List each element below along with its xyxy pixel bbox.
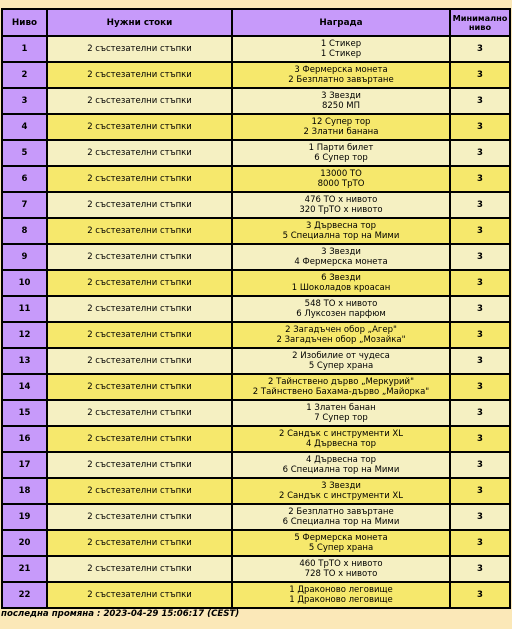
reward-line: 2 Сандък с инструменти XL (279, 491, 403, 501)
level-cell: 18 (2, 478, 47, 504)
required-goods-cell: 2 състезателни стъпки (47, 296, 232, 322)
table-row (2, 62, 510, 88)
min-level-cell: 3 (450, 322, 510, 348)
header-reward: Награда (232, 9, 450, 36)
required-goods-cell: 2 състезателни стъпки (47, 88, 232, 114)
table-row (2, 244, 510, 270)
level-cell: 9 (2, 244, 47, 270)
reward-line: 3 Звезди (321, 247, 361, 257)
reward-cell (232, 556, 450, 582)
header-min-level-line: Минимално (452, 12, 508, 23)
min-level-cell: 3 (450, 426, 510, 452)
reward-line: 2 Изобилие от чудеса (292, 351, 390, 361)
reward-line: 1 Шоколадов кроасан (291, 283, 391, 293)
min-level-cell: 3 (450, 478, 510, 504)
reward-line: 476 ТО х нивото (304, 195, 378, 205)
reward-cell (232, 270, 450, 296)
table-row (2, 322, 510, 348)
reward-line: 4 Дървесна тор (305, 455, 377, 465)
min-level-cell: 3 (450, 140, 510, 166)
header-level: Ниво (2, 9, 47, 36)
reward-line: 6 Специална тор на Мими (282, 465, 400, 475)
min-level-cell: 3 (450, 400, 510, 426)
last-modified-label: последна промяна : (1, 609, 101, 619)
reward-cell (232, 88, 450, 114)
header-min-level-line: ниво (468, 21, 492, 32)
last-modified-timestamp: 2023-04-29 15:06:17 (CEST) (103, 609, 240, 619)
reward-cell (232, 192, 450, 218)
table-row (2, 374, 510, 400)
required-goods-cell: 2 състезателни стъпки (47, 374, 232, 400)
required-goods-cell: 2 състезателни стъпки (47, 400, 232, 426)
table-row (2, 114, 510, 140)
level-cell: 12 (2, 322, 47, 348)
min-level-cell: 3 (450, 270, 510, 296)
required-goods-cell: 2 състезателни стъпки (47, 504, 232, 530)
reward-cell (232, 348, 450, 374)
level-cell: 16 (2, 426, 47, 452)
reward-line: 548 ТО х нивото (304, 299, 378, 309)
reward-line: 320 ТрТО х нивото (299, 205, 383, 215)
required-goods-cell: 2 състезателни стъпки (47, 530, 232, 556)
level-cell: 22 (2, 582, 47, 608)
reward-cell (232, 582, 450, 608)
table-row (2, 270, 510, 296)
level-cell: 3 (2, 88, 47, 114)
reward-line: 4 Фермерска монета (294, 257, 388, 267)
min-level-cell: 3 (450, 374, 510, 400)
min-level-cell: 3 (450, 582, 510, 608)
reward-line: 8000 ТрТО (317, 179, 365, 189)
min-level-cell: 3 (450, 166, 510, 192)
required-goods-cell: 2 състезателни стъпки (47, 36, 232, 62)
reward-cell (232, 452, 450, 478)
level-cell: 7 (2, 192, 47, 218)
reward-line: 5 Супер храна (308, 543, 374, 553)
reward-line: 2 Сандък с инструменти XL (279, 429, 403, 439)
reward-cell (232, 36, 450, 62)
min-level-cell: 3 (450, 556, 510, 582)
table-row (2, 504, 510, 530)
levels-table (1, 8, 511, 609)
min-level-cell: 3 (450, 36, 510, 62)
min-level-cell: 3 (450, 88, 510, 114)
reward-line: 5 Специална тор на Мими (282, 231, 400, 241)
reward-line: 3 Звезди (321, 91, 361, 101)
level-cell: 20 (2, 530, 47, 556)
required-goods-cell: 2 състезателни стъпки (47, 348, 232, 374)
reward-line: 1 Парти билет (308, 143, 374, 153)
level-cell: 2 (2, 62, 47, 88)
reward-line: 6 Специална тор на Мими (282, 517, 400, 527)
required-goods-cell: 2 състезателни стъпки (47, 478, 232, 504)
min-level-cell: 3 (450, 114, 510, 140)
reward-cell (232, 244, 450, 270)
reward-line: 1 Стикер (320, 49, 362, 59)
level-cell: 5 (2, 140, 47, 166)
reward-line: 12 Супер тор (311, 117, 371, 127)
reward-cell (232, 296, 450, 322)
reward-line: 7 Супер тор (314, 413, 368, 423)
table-row (2, 582, 510, 608)
min-level-cell: 3 (450, 452, 510, 478)
level-cell: 4 (2, 114, 47, 140)
reward-line: 2 Тайнствено Бахама-дърво „Майорка" (252, 387, 430, 397)
table-row (2, 348, 510, 374)
last-modified-note (1, 609, 239, 619)
reward-line: 2 Златни банана (303, 127, 379, 137)
reward-line: 2 Тайнствено дърво „Меркурий" (268, 377, 414, 387)
level-cell: 21 (2, 556, 47, 582)
min-level-cell: 3 (450, 530, 510, 556)
required-goods-cell: 2 състезателни стъпки (47, 556, 232, 582)
level-cell: 1 (2, 36, 47, 62)
table-row (2, 36, 510, 62)
reward-cell (232, 400, 450, 426)
level-cell: 15 (2, 400, 47, 426)
min-level-cell: 3 (450, 244, 510, 270)
table-row (2, 296, 510, 322)
min-level-cell: 3 (450, 218, 510, 244)
reward-line: 2 Безплатно завъртане (288, 75, 394, 85)
reward-line: 1 Драконово леговище (289, 595, 393, 605)
min-level-cell: 3 (450, 62, 510, 88)
table-row (2, 88, 510, 114)
reward-line: 5 Фермерска монета (294, 533, 388, 543)
table-row (2, 556, 510, 582)
reward-line: 8250 МП (321, 101, 361, 111)
required-goods-cell: 2 състезателни стъпки (47, 218, 232, 244)
table-row (2, 400, 510, 426)
reward-line: 2 Безплатно завъртане (288, 507, 394, 517)
table-body (2, 36, 510, 608)
reward-line: 728 ТО х нивото (304, 569, 378, 579)
reward-cell (232, 374, 450, 400)
reward-line: 3 Фермерска монета (294, 65, 388, 75)
min-level-cell: 3 (450, 504, 510, 530)
header-goods: Нужни стоки (47, 9, 232, 36)
min-level-cell: 3 (450, 192, 510, 218)
level-cell: 14 (2, 374, 47, 400)
reward-line: 3 Звезди (321, 481, 361, 491)
reward-cell (232, 114, 450, 140)
level-cell: 10 (2, 270, 47, 296)
required-goods-cell: 2 състезателни стъпки (47, 62, 232, 88)
table-row (2, 478, 510, 504)
reward-line: 3 Дървесна тор (305, 221, 377, 231)
required-goods-cell: 2 състезателни стъпки (47, 114, 232, 140)
reward-line: 2 Загадъчен обор „Мозайка" (276, 335, 406, 345)
reward-cell (232, 504, 450, 530)
reward-line: 2 Загадъчен обор „Агер" (285, 325, 397, 335)
level-cell: 17 (2, 452, 47, 478)
table-row (2, 140, 510, 166)
reward-line: 1 Стикер (320, 39, 362, 49)
reward-line: 6 Супер тор (314, 153, 368, 163)
min-level-cell: 3 (450, 348, 510, 374)
required-goods-cell: 2 състезателни стъпки (47, 270, 232, 296)
reward-cell (232, 166, 450, 192)
reward-line: 460 ТрТО х нивото (299, 559, 383, 569)
required-goods-cell: 2 състезателни стъпки (47, 244, 232, 270)
reward-line: 1 Златен банан (306, 403, 376, 413)
required-goods-cell: 2 състезателни стъпки (47, 140, 232, 166)
level-cell: 6 (2, 166, 47, 192)
reward-cell (232, 426, 450, 452)
reward-line: 6 Звезди (321, 273, 361, 283)
min-level-cell: 3 (450, 296, 510, 322)
table-header-row (2, 9, 510, 36)
table-row (2, 218, 510, 244)
reward-line: 1 Драконово леговище (289, 585, 393, 595)
level-cell: 8 (2, 218, 47, 244)
reward-cell (232, 322, 450, 348)
level-cell: 19 (2, 504, 47, 530)
required-goods-cell: 2 състезателни стъпки (47, 322, 232, 348)
table-row (2, 426, 510, 452)
reward-line: 4 Дървесна тор (305, 439, 377, 449)
reward-cell (232, 62, 450, 88)
reward-cell (232, 140, 450, 166)
required-goods-cell: 2 състезателни стъпки (47, 426, 232, 452)
required-goods-cell: 2 състезателни стъпки (47, 166, 232, 192)
header-min-level (450, 9, 510, 36)
table-row (2, 166, 510, 192)
required-goods-cell: 2 състезателни стъпки (47, 452, 232, 478)
table-row (2, 452, 510, 478)
level-cell: 13 (2, 348, 47, 374)
level-cell: 11 (2, 296, 47, 322)
reward-cell (232, 478, 450, 504)
table-row (2, 192, 510, 218)
reward-cell (232, 218, 450, 244)
reward-line: 6 Луксозен парфюм (296, 309, 386, 319)
table-row (2, 530, 510, 556)
required-goods-cell: 2 състезателни стъпки (47, 192, 232, 218)
required-goods-cell: 2 състезателни стъпки (47, 582, 232, 608)
reward-cell (232, 530, 450, 556)
reward-line: 13000 ТО (320, 169, 362, 179)
reward-line: 5 Супер храна (308, 361, 374, 371)
